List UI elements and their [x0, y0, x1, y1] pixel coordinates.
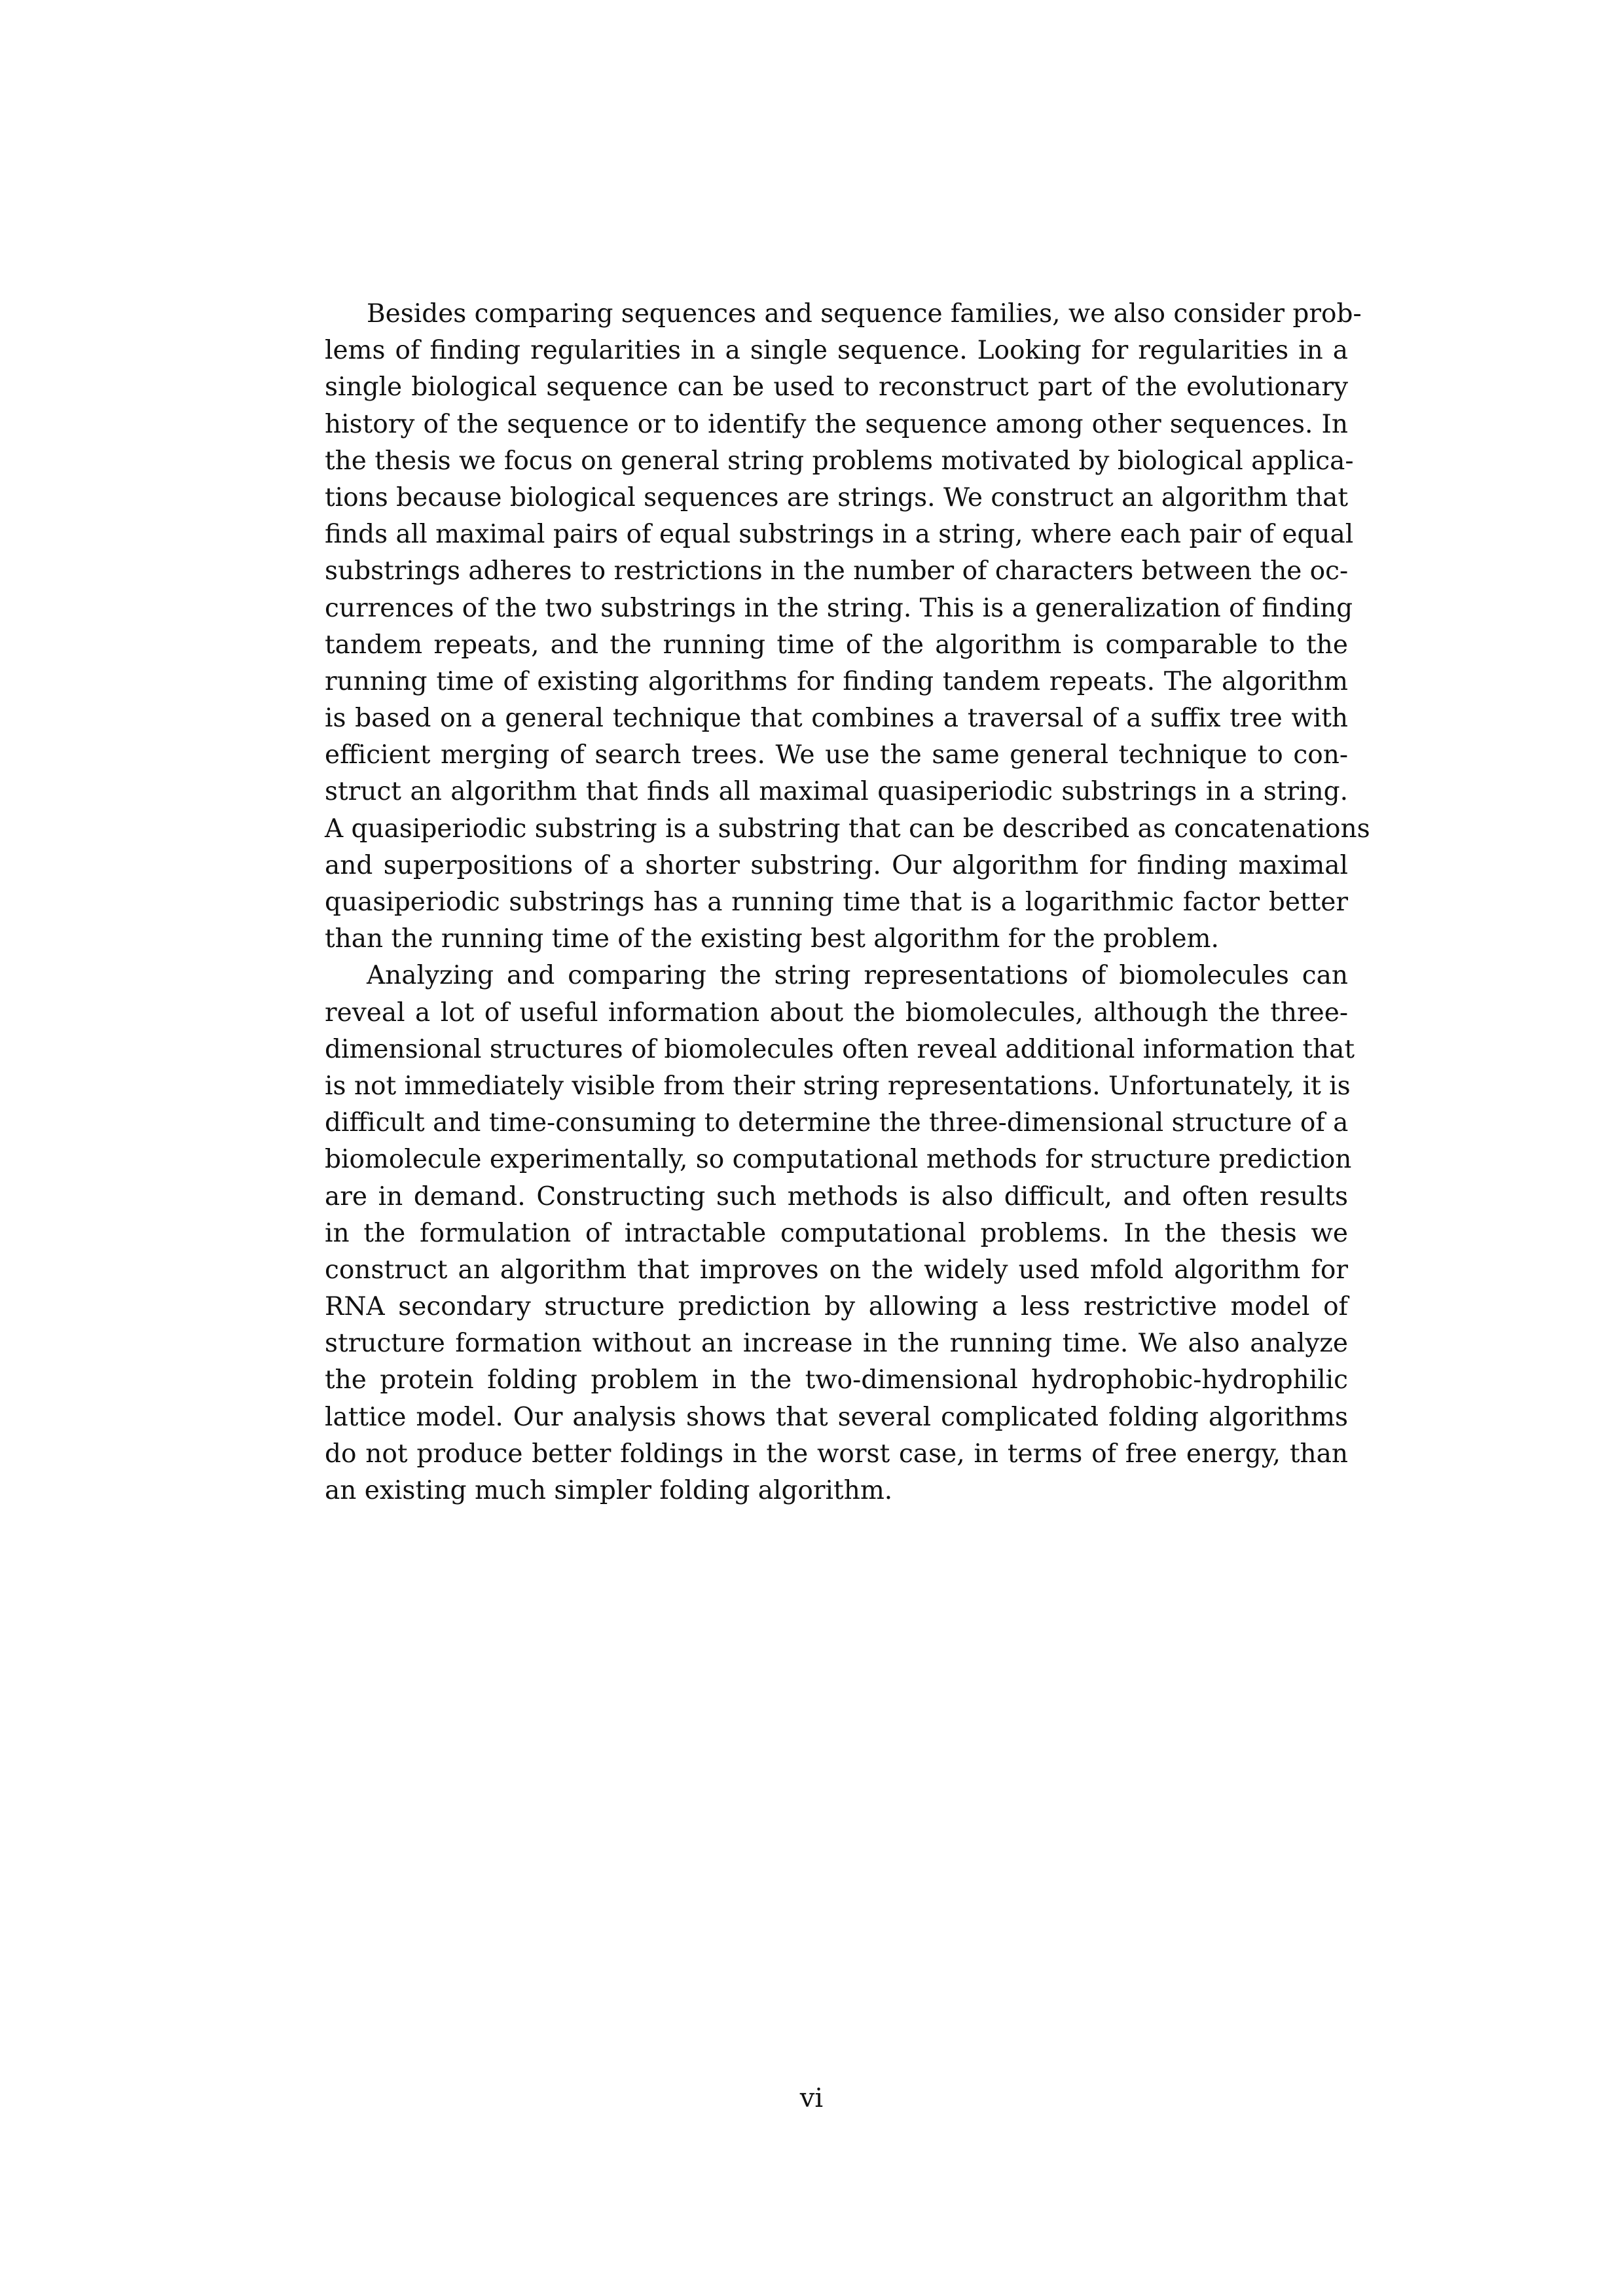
text-line: A quasiperiodic substring is a substring that can be described as concatenations	[325, 814, 1370, 844]
text-line: running time of existing algorithms for finding tandem repeats. The algorithm	[325, 666, 1348, 696]
text-line: an existing much simpler folding algorithm.	[325, 1476, 893, 1505]
paragraph-2	[325, 958, 1355, 1509]
text-line: and superpositions of a shorter substring. Our algorithm for finding maximal	[325, 850, 1348, 880]
text-line: efficient merging of search trees. We use the same general technique to con-	[325, 740, 1348, 770]
text-line: struct an algorithm that finds all maximal quasiperiodic substrings in a string.	[325, 777, 1348, 807]
text-line: construct an algorithm that improves on the widely used mfold algorithm for	[325, 1255, 1348, 1285]
text-line: quasiperiodic substrings has a running time that is a logarithmic factor better	[325, 888, 1348, 917]
body-text	[325, 296, 1370, 1509]
text-line: do not produce better foldings in the worst case, in terms of free energy, than	[325, 1439, 1348, 1469]
text-line: finds all maximal pairs of equal substrings in a string, where each pair of equal	[325, 520, 1354, 550]
text-line: are in demand. Constructing such methods is also difficult, and often results	[325, 1181, 1348, 1211]
text-line: tandem repeats, and the running time of the algorithm is comparable to the	[325, 630, 1348, 660]
text-line: the thesis we focus on general string problems motivated by biological applica-	[325, 446, 1354, 476]
text-line: structure formation without an increase in the running time. We also analyze	[325, 1329, 1348, 1359]
text-line: RNA secondary structure prediction by allowing a less restrictive model of	[325, 1292, 1348, 1322]
text-line: currences of the two substrings in the string. This is a generalization of finding	[325, 593, 1353, 623]
paragraph-1	[325, 296, 1370, 958]
text-line: dimensional structures of biomolecules often reveal additional information that	[325, 1034, 1355, 1064]
text-line: biomolecule experimentally, so computational methods for structure prediction	[325, 1145, 1352, 1175]
text-line: is not immediately visible from their string representations. Unfortunately, it is	[325, 1071, 1351, 1101]
text-line: history of the sequence or to identify the sequence among other sequences. In	[325, 409, 1348, 439]
text-line: in the formulation of intractable computational problems. In the thesis we	[325, 1218, 1348, 1248]
text-line: lems of finding regularities in a single sequence. Looking for regularities in a	[325, 336, 1348, 366]
page-number: vi	[799, 2083, 824, 2113]
text-line: single biological sequence can be used to reconstruct part of the evolutionary	[325, 372, 1348, 403]
text-line: tions because biological sequences are strings. We construct an algorithm that	[325, 482, 1349, 512]
text-line: lattice model. Our analysis shows that several complicated folding algorithms	[325, 1402, 1348, 1432]
text-line: than the running time of the existing best algorithm for the problem.	[325, 924, 1219, 954]
text-line: is based on a general technique that combines a traversal of a suffix tree with	[325, 704, 1348, 734]
text-line: the protein folding problem in the two-dimensional hydrophobic-hydrophilic	[325, 1365, 1348, 1395]
text-line: Analyzing and comparing the string representations of biomolecules can	[367, 961, 1348, 991]
text-line: Besides comparing sequences and sequence families, we also consider prob-	[367, 299, 1362, 329]
text-line: substrings adheres to restrictions in the number of characters between the oc-	[325, 556, 1349, 586]
text-line: difficult and time-consuming to determine the three-dimensional structure of a	[325, 1108, 1349, 1138]
text-line: reveal a lot of useful information about the biomolecules, although the three-	[325, 997, 1348, 1028]
